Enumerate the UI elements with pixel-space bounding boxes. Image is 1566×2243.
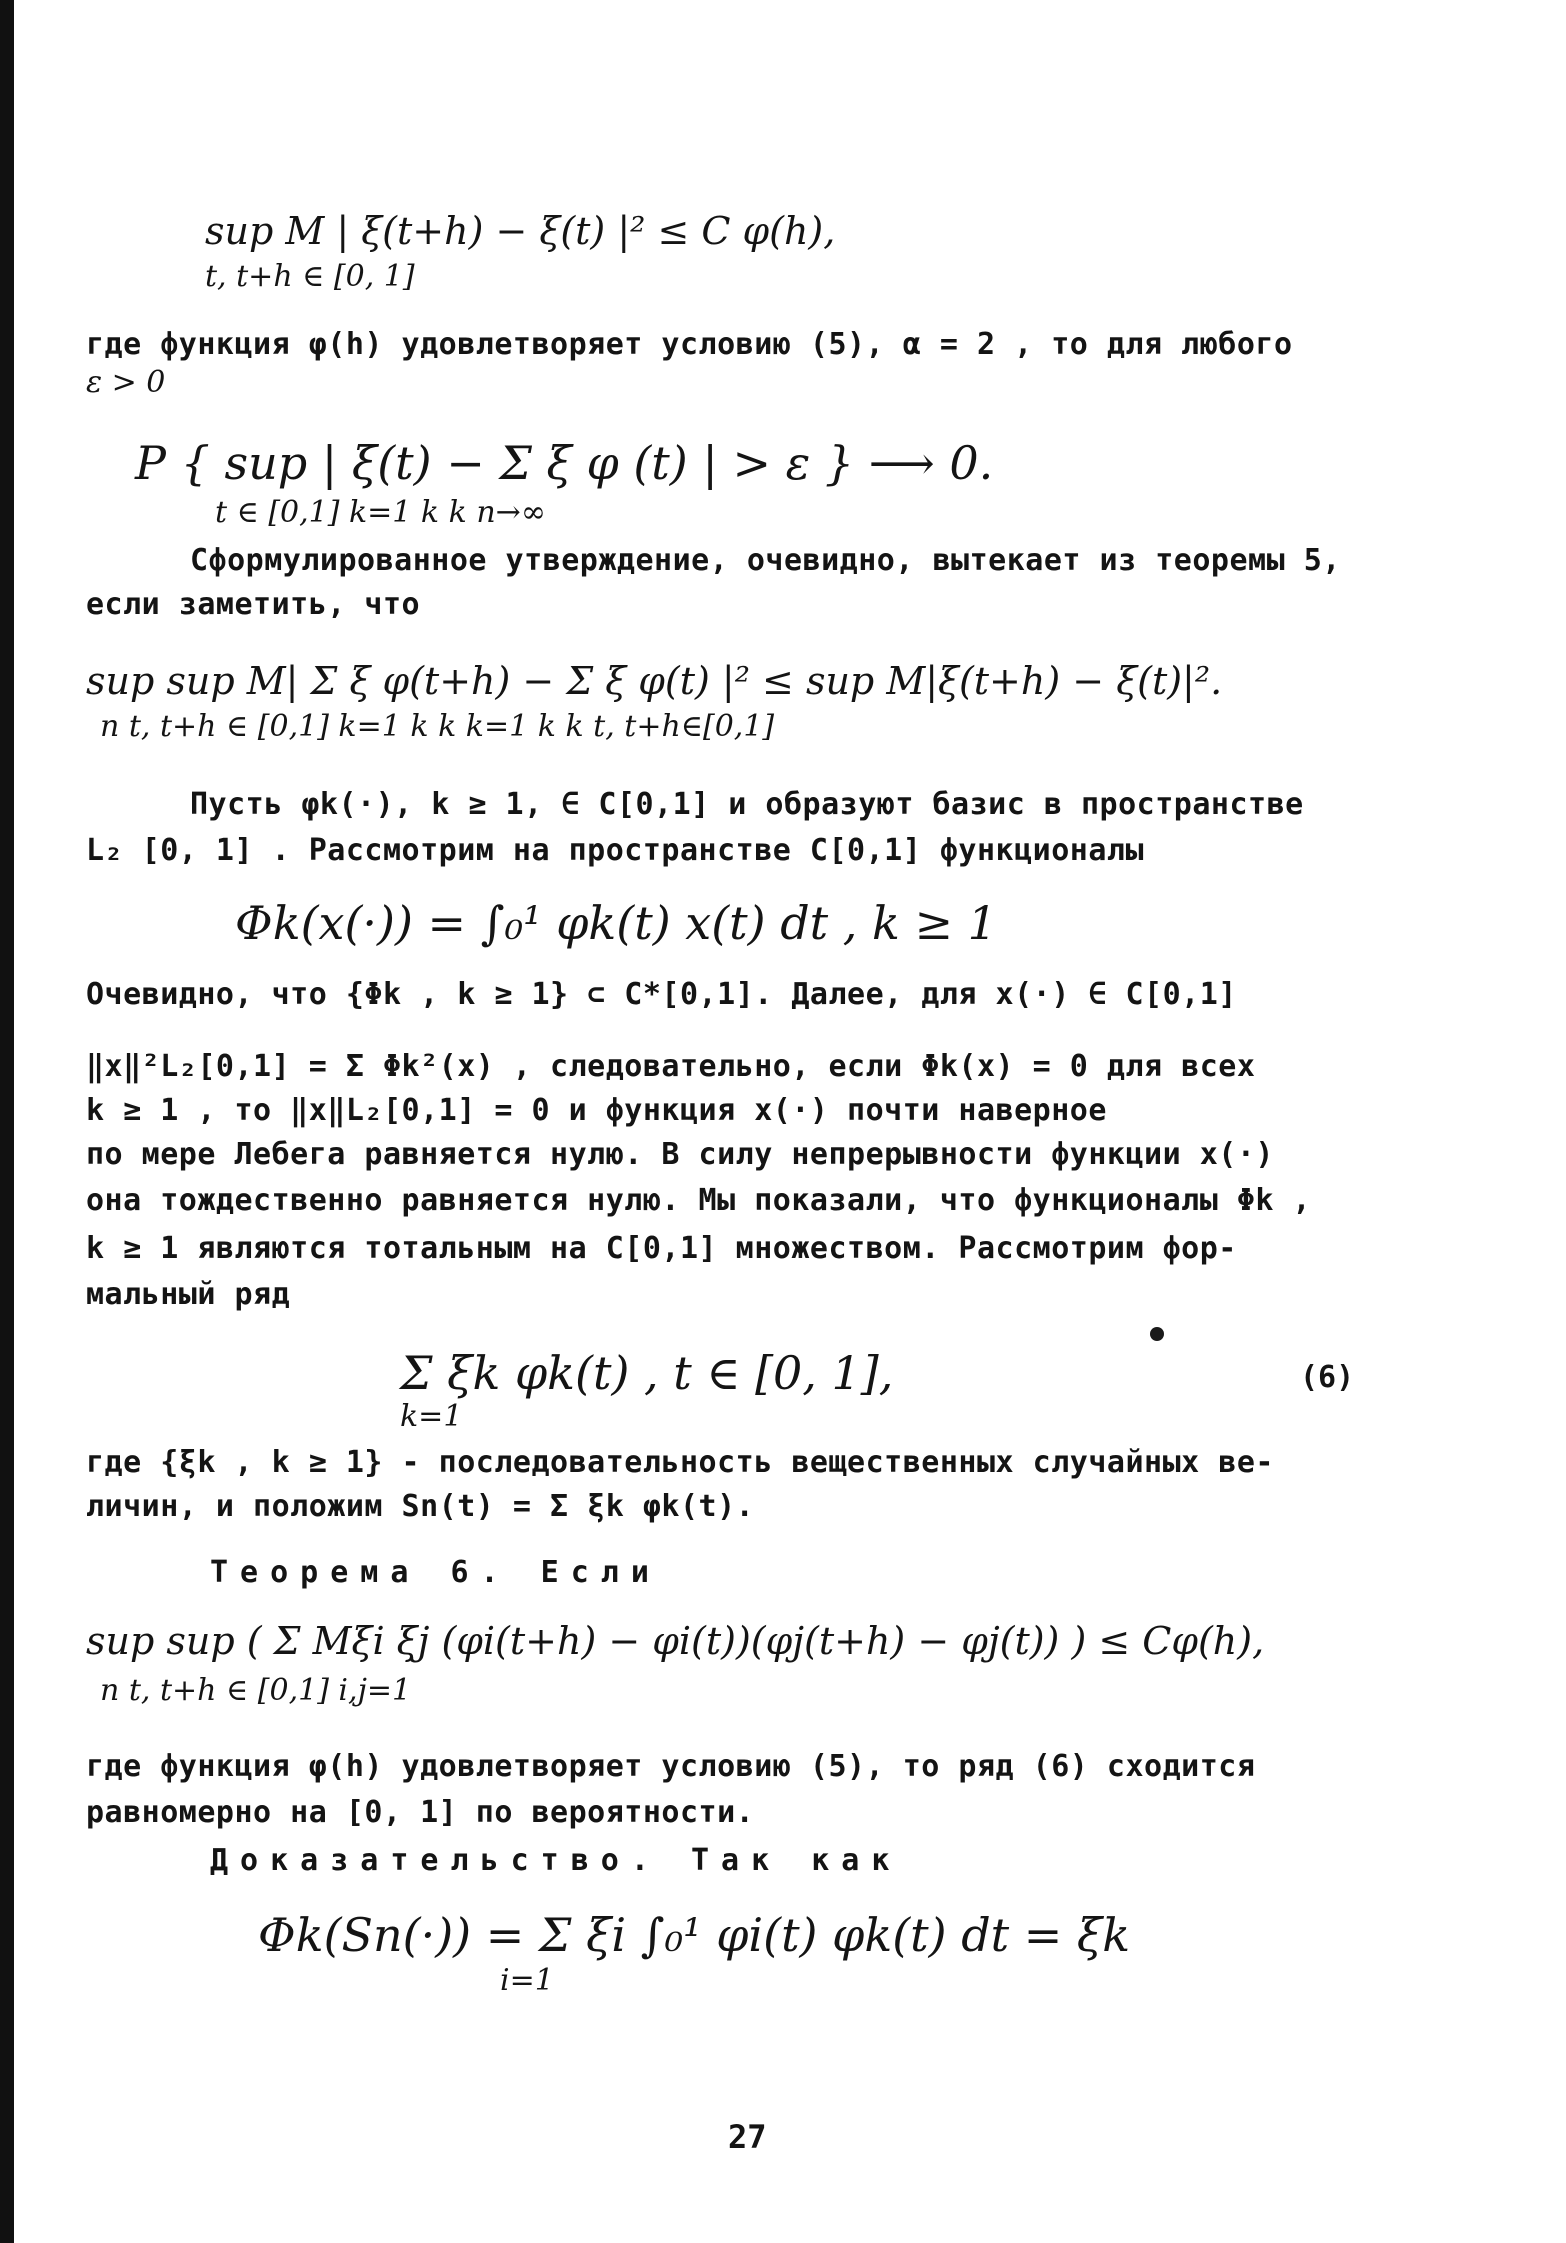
formula-7: Φk(Sn(·)) = Σ ξi ∫₀¹ φi(t) φk(t) dt = ξk <box>258 1908 1131 1962</box>
equation-number-6: (6) <box>1300 1360 1355 1395</box>
scan-left-edge <box>0 0 14 2243</box>
text-line-6: Очевидно, что {Φk , k ≥ 1} ⊂ C*[0,1]. Далее, для x(·) ∈ C[0,1] <box>86 977 1237 1012</box>
formula-1: sup M | ξ(t+h) − ξ(t) |² ≤ C φ(h), <box>205 209 836 253</box>
text-line-17: равномерно на [0, 1] по вероятности. <box>86 1795 755 1830</box>
ink-dot <box>1150 1327 1164 1341</box>
text-line-11: k ≥ 1 являются тотальным на C[0,1] множеством. Рассмотрим фор- <box>86 1231 1237 1266</box>
text-line-7: ‖x‖²L₂[0,1] = Σ Φk²(x) , следовательно, если Φk(x) = 0 для всех <box>86 1049 1256 1084</box>
text-line-9: по мере Лебега равняется нулю. В силу непрерывности функции x(·) <box>86 1137 1274 1172</box>
formula-3-subscript: n t, t+h ∈ [0,1] k=1 k k k=1 k k t, t+h∈[0,1] <box>100 709 775 744</box>
text-line-16: где функция φ(h) удовлетворяет условию (5), то ряд (6) сходится <box>86 1749 1256 1784</box>
text-line-1: где функция φ(h) удовлетворяет условию (5), α = 2 , то для любого <box>86 327 1293 362</box>
text-line-3: если заметить, что <box>86 587 421 622</box>
text-line-2: Сформулированное утверждение, очевидно, вытекает из теоремы 5, <box>190 543 1341 578</box>
formula-1-subscript: t, t+h ∈ [0, 1] <box>205 259 415 294</box>
page-number: 27 <box>728 2118 767 2156</box>
formula-6: sup sup ( Σ Mξi ξj (φi(t+h) − φi(t))(φj(t+h) − φj(t)) ) ≤ Cφ(h), <box>86 1619 1265 1663</box>
proof-heading: Доказательство. Так как <box>210 1843 902 1878</box>
text-line-5: L₂ [0, 1] . Рассмотрим на пространстве C[0,1] функционалы <box>86 833 1145 868</box>
formula-2-subscript: t ∈ [0,1] k=1 k k n→∞ <box>215 495 546 530</box>
text-line-1b: ε > 0 <box>86 365 166 400</box>
theorem-6-heading: Теорема 6. Если <box>210 1555 661 1590</box>
formula-3: sup sup M| Σ ξ φ(t+h) − Σ ξ φ(t) |² ≤ sup M|ξ(t+h) − ξ(t)|². <box>86 659 1223 703</box>
text-line-13: где {ξk , k ≥ 1} - последовательность вещественных случайных ве- <box>86 1445 1274 1480</box>
text-line-14: личин, и положим Sn(t) = Σ ξk φk(t). <box>86 1489 755 1524</box>
formula-7-subscript: i=1 <box>500 1963 554 1998</box>
text-line-10: она тождественно равняется нулю. Мы показали, что функционалы Φk , <box>86 1183 1312 1218</box>
formula-6-subscript: n t, t+h ∈ [0,1] i,j=1 <box>100 1673 412 1708</box>
formula-4: Φk(x(·)) = ∫₀¹ φk(t) x(t) dt , k ≥ 1 <box>235 896 997 950</box>
formula-5: Σ ξk φk(t) , t ∈ [0, 1], <box>400 1346 894 1400</box>
formula-2: P { sup | ξ(t) − Σ ξ φ (t) | > ε } ⟶ 0. <box>135 436 994 490</box>
text-line-4: Пусть φk(·), k ≥ 1, ∈ C[0,1] и образуют базис в пространстве <box>190 787 1304 822</box>
text-line-12: мальный ряд <box>86 1277 291 1312</box>
text-line-8: k ≥ 1 , то ‖x‖L₂[0,1] = 0 и функция x(·) почти наверное <box>86 1093 1107 1128</box>
formula-5-subscript: k=1 <box>400 1399 463 1434</box>
